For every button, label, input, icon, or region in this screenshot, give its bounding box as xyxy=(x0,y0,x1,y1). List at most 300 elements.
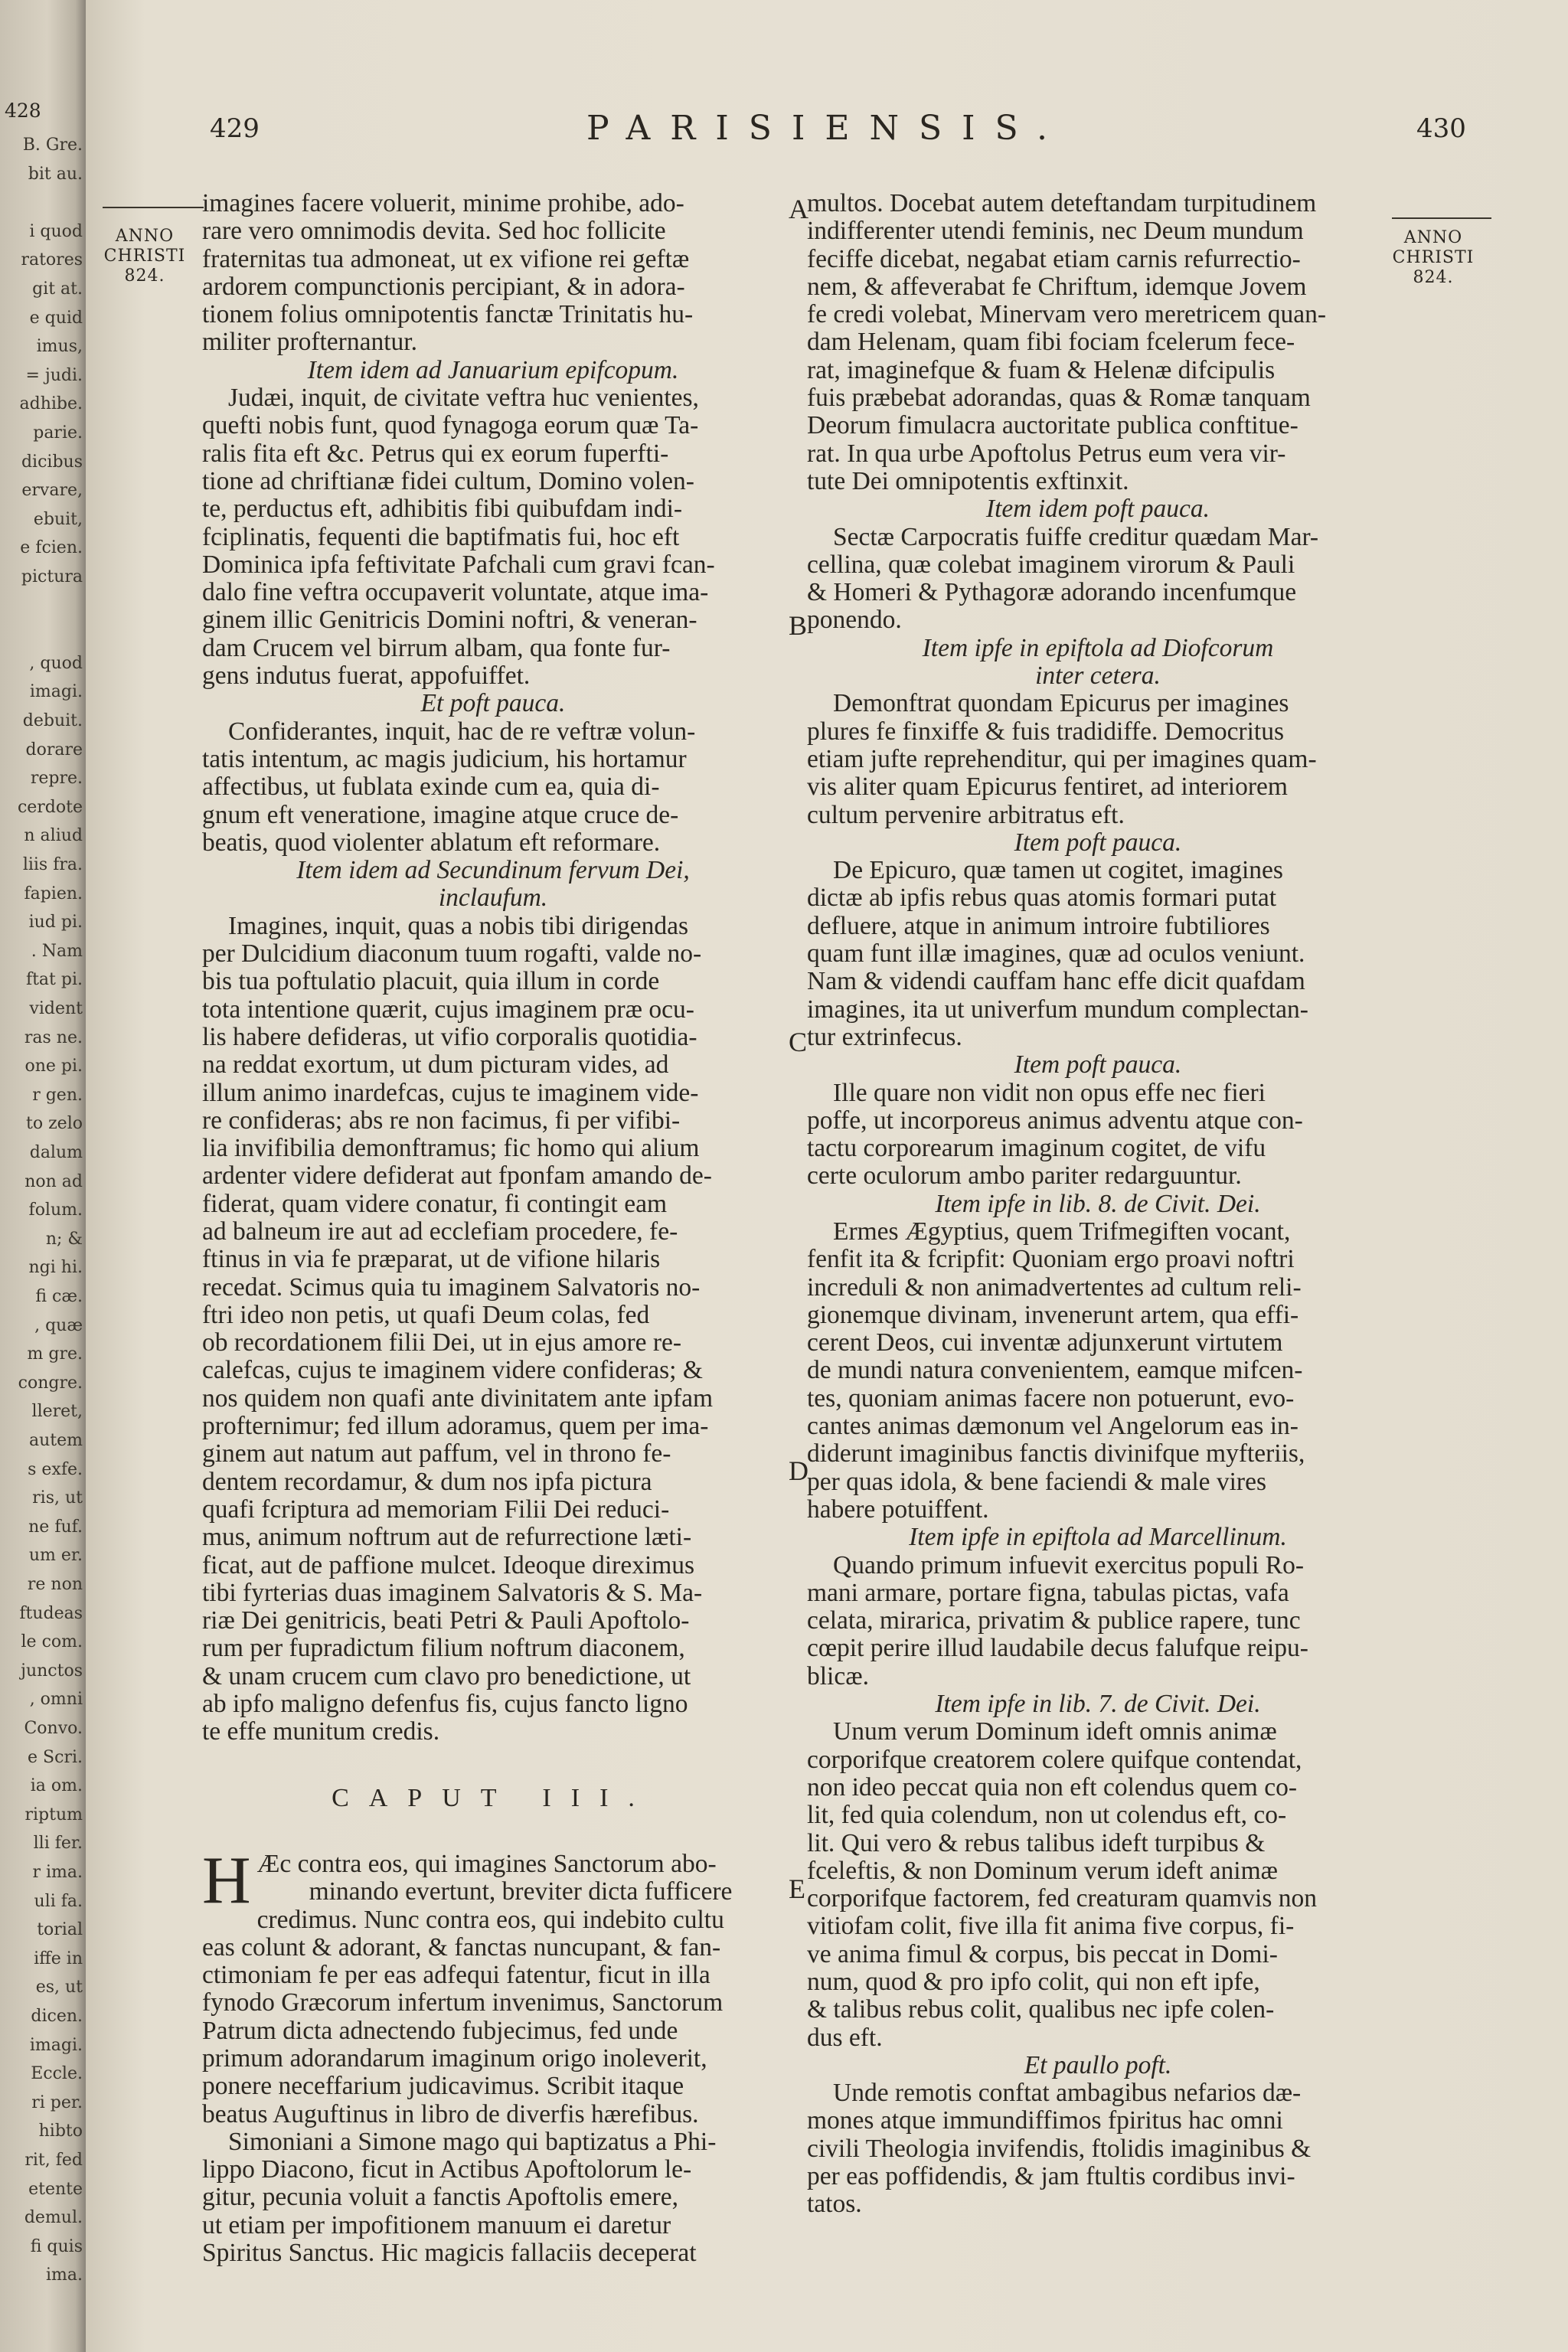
gutter-fragment: lleret, xyxy=(31,1402,83,1422)
gutter-fragment: one pi. xyxy=(24,1057,83,1076)
text-line xyxy=(807,1080,1389,1107)
text-line xyxy=(202,968,784,995)
line-text: celata, mirarica, privatim & publice rapere, tunc xyxy=(807,1607,1301,1635)
line-text: num, quod & pro ipfo colit, qui non eft ipfe, xyxy=(807,1968,1260,1996)
line-text: Æc contra eos, qui imagines Sanctorum abo- xyxy=(256,1849,717,1878)
text-line xyxy=(202,2073,784,2100)
line-text: ralis fita eft &c. Petrus qui ex eorum fuperfti- xyxy=(202,439,669,468)
line-text: vis aliter quam Epicurus fentiret, ad interiorem xyxy=(807,773,1288,802)
gutter-fragment: bit au. xyxy=(28,164,83,184)
text-line xyxy=(202,2017,784,2045)
text-line xyxy=(807,357,1389,384)
text-line xyxy=(807,940,1389,968)
gutter-fragment: ratores xyxy=(21,250,83,270)
text-line xyxy=(202,1024,784,1051)
left-text-column xyxy=(202,190,784,2267)
gutter-fragment: ebuit, xyxy=(33,509,83,529)
line-text: quafi fcriptura ad memoriam Filii Dei reduci- xyxy=(202,1495,670,1524)
subheading xyxy=(807,662,1389,690)
text-line xyxy=(202,1524,784,1551)
line-text: fciplinatis, fequenti die baptifmatis fui, hoc eft xyxy=(202,523,680,551)
gutter-fragment: vident xyxy=(29,999,83,1018)
line-text: per Dulcidium diaconum tuum rogafti, valde no- xyxy=(202,940,702,969)
line-text: ponere neceffarium judicavimus. Scribit itaque xyxy=(202,2073,684,2101)
gutter-fragment: to zelo xyxy=(26,1114,83,1134)
text-line xyxy=(202,662,784,690)
text-line xyxy=(202,1552,784,1579)
line-text: te effe munitum credis. xyxy=(202,1718,440,1746)
margin-note-left xyxy=(103,227,187,286)
line-text: Item idem ad Januarium epifcopum. xyxy=(307,356,679,384)
line-text: recedat. Scimus quia tu imaginem Salvatoris no- xyxy=(202,1273,701,1302)
gutter-fragment: i quod xyxy=(29,221,83,241)
text-line xyxy=(807,1440,1389,1468)
text-line xyxy=(807,2079,1389,2107)
line-text: Simoniani a Simone mago qui baptizatus a Phi- xyxy=(228,2128,717,2156)
line-text: lia invifibilia demonftramus; fic homo qui alium xyxy=(202,1135,700,1163)
text-line xyxy=(202,2128,784,2156)
text-line xyxy=(807,606,1389,634)
gutter-fragment: = judi. xyxy=(25,365,83,385)
text-line xyxy=(807,1635,1389,1662)
gutter-fragment: ris, ut xyxy=(32,1488,83,1508)
line-text: ad balneum ire aut ad ecclefiam procedere, fe- xyxy=(202,1217,678,1246)
line-text: ponendo. xyxy=(807,606,902,635)
line-text: Item idem poft pauca. xyxy=(985,495,1210,524)
text-line xyxy=(807,2190,1389,2218)
text-line xyxy=(807,884,1389,912)
line-text: civili Theologia invifendis, ftolidis imaginibus & xyxy=(807,2135,1312,2163)
text-line xyxy=(807,1607,1389,1635)
subheading xyxy=(807,1524,1389,1551)
text-line xyxy=(807,1302,1389,1329)
line-text: certe oculorum ambo pariter redarguuntur. xyxy=(807,1162,1242,1191)
gutter-fragment: dicibus xyxy=(21,452,83,472)
margin-note-left-line: 824. xyxy=(124,266,165,286)
line-text: dam Helenam, quam fibi fociam fcelerum fece- xyxy=(807,328,1295,357)
text-line xyxy=(202,440,784,468)
line-text: plures fe finxiffe & fuis tradidiffe. Democritus xyxy=(807,717,1284,746)
line-text: lit, fed quia colendum, non ut colendus eft, co- xyxy=(807,1802,1287,1830)
text-line xyxy=(807,802,1389,829)
line-text: Quando primum infuevit exercitus populi Ro- xyxy=(833,1551,1304,1579)
line-text: Confiderantes, inquit, hac de re veftræ volun- xyxy=(228,717,696,746)
text-line xyxy=(202,1635,784,1662)
line-text: habere potuiffent. xyxy=(807,1495,989,1524)
text-line xyxy=(202,1468,784,1496)
text-line xyxy=(807,1413,1389,1440)
subheading xyxy=(807,1051,1389,1079)
gutter-fragment: parie. xyxy=(33,423,83,443)
section-letter: C xyxy=(789,1027,808,1057)
line-text: Et paullo poft. xyxy=(1024,2051,1172,2079)
line-text: ob recordationem filii Dei, ut in ejus amore re- xyxy=(202,1329,682,1357)
gutter-fragment: iud pi. xyxy=(28,913,83,933)
line-text: tur extrinfecus. xyxy=(807,1023,962,1051)
text-line xyxy=(202,606,784,634)
line-text: bis tua poftulatio placuit, quia illum in corde xyxy=(202,968,660,996)
gutter-fragment: B. Gre. xyxy=(22,136,83,155)
line-text: ftinus in via fe præparat, ut de vifione hilaris xyxy=(202,1246,661,1274)
gutter-fragment: n aliud xyxy=(24,826,83,846)
line-text: Unde remotis conftat ambagibus nefarios dæ- xyxy=(833,2079,1302,2108)
gutter-fragment: dalum xyxy=(29,1143,83,1162)
text-line xyxy=(202,579,784,606)
text-line xyxy=(202,1934,784,1962)
text-line xyxy=(202,635,784,662)
gutter-fragment: imus, xyxy=(36,337,83,357)
gutter-fragment: uli fa. xyxy=(34,1891,83,1911)
text-line xyxy=(202,273,784,301)
text-line xyxy=(807,2135,1389,2163)
line-text: nos quidem non quafi ante divinitatem ante ipfam xyxy=(202,1384,714,1413)
margin-note-right xyxy=(1387,228,1479,288)
gutter-fragment: s exfe. xyxy=(28,1459,83,1479)
text-line xyxy=(807,190,1389,217)
line-text: Nam & videndi cauffam hanc effe dicit quafdam xyxy=(807,968,1305,996)
text-line xyxy=(807,1913,1389,1940)
text-line xyxy=(202,1357,784,1384)
text-line xyxy=(202,1663,784,1690)
line-text: & Homeri & Pythagoræ adorando incenfumque xyxy=(807,579,1297,607)
text-line xyxy=(202,746,784,773)
line-text: cerent Deos, cui inventæ adjunxerunt virtutem xyxy=(807,1329,1283,1357)
gutter-fragment: git at. xyxy=(32,279,83,299)
text-line xyxy=(807,1885,1389,1913)
line-text: defluere, atque in animum introire fubtiliores xyxy=(807,912,1270,940)
line-text: ctimoniam fe per eas adfequi fatentur, ficut in illa xyxy=(202,1962,710,1990)
line-text: affectibus, ut fublata exinde cum ea, quia di- xyxy=(202,773,660,802)
previous-page-number: 428 xyxy=(5,100,41,122)
text-line xyxy=(807,301,1389,328)
text-line xyxy=(202,2239,784,2267)
gutter-fragment: Convo. xyxy=(24,1719,83,1738)
line-text: fuis præbebat adorandas, quas & Romæ tanquam xyxy=(807,384,1311,413)
line-text: rat. In qua urbe Apoftolus Petrus eum vera vir- xyxy=(807,439,1286,468)
text-line xyxy=(202,551,784,579)
line-text: ginem illic Genitricis Domini noftri, & veneran- xyxy=(202,606,697,635)
line-text: dictæ ab ipfis rebus quas atomis formari putat xyxy=(807,884,1277,913)
margin-note-right-line: 824. xyxy=(1413,268,1454,287)
text-line xyxy=(202,328,784,356)
text-line xyxy=(807,773,1389,801)
text-line xyxy=(202,1989,784,2017)
text-line xyxy=(202,1440,784,1468)
text-line xyxy=(202,190,784,217)
line-text: fraternitas tua admoneat, ut ex vifione rei geftæ xyxy=(202,245,690,273)
text-line xyxy=(807,746,1389,773)
line-text: quefti nobis funt, quod fynagoga eorum quæ Ta- xyxy=(202,412,699,440)
text-line xyxy=(202,1607,784,1635)
text-line xyxy=(202,1718,784,1746)
line-text: imagines facere voluerit, minime prohibe, ado- xyxy=(202,190,684,217)
text-line xyxy=(807,1968,1389,1996)
line-text: mus, animum noftrum aut de refurrectione læti- xyxy=(202,1524,692,1552)
text-line xyxy=(807,1218,1389,1246)
text-line xyxy=(202,2156,784,2184)
line-text: blicæ. xyxy=(807,1662,869,1690)
text-line xyxy=(807,2163,1389,2190)
line-text: dus eft. xyxy=(807,2024,883,2052)
line-text: inclaufum. xyxy=(438,884,548,913)
text-line xyxy=(807,412,1389,439)
line-text: ab ipfo maligno defenfus fis, cujus fancto ligno xyxy=(202,1690,688,1719)
gutter-fragment: congre. xyxy=(18,1373,83,1393)
section-letter: A xyxy=(789,194,808,224)
line-text: minando evertunt, breviter dicta fufficere xyxy=(309,1878,733,1906)
text-line xyxy=(202,802,784,829)
line-text: te, perductus eft, adhibitis fibi quibufdam indi- xyxy=(202,495,683,524)
text-line xyxy=(202,1496,784,1524)
gutter-fragment: etente xyxy=(28,2179,83,2199)
text-line xyxy=(807,273,1389,301)
line-text: dalo fine veftra occupaverit voluntate, atque ima- xyxy=(202,579,709,607)
gutter-fragment: imagi. xyxy=(29,2035,83,2055)
gutter-fragment: iffe in xyxy=(34,1949,83,1968)
text-line xyxy=(807,913,1389,940)
text-line xyxy=(202,301,784,328)
gutter-fragment: non ad xyxy=(24,1171,83,1191)
margin-note-right-line: CHRISTI xyxy=(1392,248,1475,267)
line-text: tactu corporearum imaginum cogitet, de vifu xyxy=(807,1135,1266,1163)
gutter-fragment: m gre. xyxy=(27,1344,83,1364)
margin-note-left-line: ANNO xyxy=(115,227,175,246)
gutter-fragment: e fcien. xyxy=(20,538,83,558)
line-text: cellina, quæ colebat imaginem virorum & Pauli xyxy=(807,550,1295,579)
line-text: imagines, ita ut univerfum mundum complectan- xyxy=(807,995,1308,1024)
gutter-fragment: ima. xyxy=(45,2265,83,2285)
text-line xyxy=(807,1718,1389,1746)
line-text: Demonftrat quondam Epicurus per imagines xyxy=(833,690,1289,718)
line-text: vitiofam colit, five illa fit anima five corpus, fi- xyxy=(807,1913,1295,1941)
line-text: fceleftis, & non Dominum verum ideft animæ xyxy=(807,1857,1278,1885)
line-text: dentem recordamur, & dum nos ipfa pictura xyxy=(202,1468,652,1496)
text-line xyxy=(202,940,784,968)
gutter-fragment: ras ne. xyxy=(24,1027,83,1047)
text-line xyxy=(807,1941,1389,1968)
text-line xyxy=(202,1051,784,1079)
left-page-number: 429 xyxy=(210,113,260,144)
text-line xyxy=(202,718,784,746)
gutter-fragment: autem xyxy=(28,1431,83,1450)
line-text: illum animo inardefcas, cujus te imaginem vide- xyxy=(202,1079,699,1107)
gutter-fragment: ia om. xyxy=(30,1776,83,1796)
line-text: Item ipfe in epiftola ad Marcellinum. xyxy=(909,1524,1287,1552)
text-line xyxy=(202,468,784,495)
gutter-fragment: e quid xyxy=(29,308,83,328)
text-line xyxy=(202,1962,784,1989)
gutter-fragment: es, ut xyxy=(35,1978,83,1998)
line-text: poffe, ut incorporeus animus adventu atque con- xyxy=(807,1106,1303,1135)
line-text: corporifque creatorem colere quifque contendat, xyxy=(807,1746,1302,1774)
line-text: Item ipfe in epiftola ad Diofcorum xyxy=(922,634,1274,662)
text-line xyxy=(257,1906,784,1934)
subheading xyxy=(202,690,784,717)
text-line xyxy=(202,384,784,412)
text-line xyxy=(202,913,784,940)
gutter-fragment: ervare, xyxy=(21,481,83,501)
line-text: mani armare, portare figna, tabulas pictas, vafa xyxy=(807,1579,1289,1607)
line-text: Deorum fimulacra auctoritate publica conftitue- xyxy=(807,412,1298,440)
line-text: fynodo Græcorum infertum invenimus, Sanctorum xyxy=(202,1989,724,2017)
text-line xyxy=(202,1246,784,1273)
gutter-fragment: re non xyxy=(27,1575,83,1594)
text-line xyxy=(807,1746,1389,1774)
line-text: Judæi, inquit, de civitate veftra huc venientes, xyxy=(228,384,699,413)
text-line xyxy=(807,440,1389,468)
text-line xyxy=(807,857,1389,884)
line-text: Ermes Ægyptius, quem Trifmegiften vocant, xyxy=(833,1217,1291,1246)
line-text: Imagines, inquit, quas a nobis tibi dirigendas xyxy=(228,912,689,940)
gutter-fragment: liis fra. xyxy=(22,855,83,874)
subheading xyxy=(807,1690,1389,1718)
line-text: Et poft pauca. xyxy=(420,690,566,718)
text-line xyxy=(807,579,1389,606)
right-page-number: 430 xyxy=(1416,113,1466,144)
gutter-fragment: r ima. xyxy=(32,1863,83,1882)
gutter-fragment: demul. xyxy=(24,2208,83,2228)
gutter-fragment: cerdote xyxy=(17,797,83,817)
text-line xyxy=(807,1385,1389,1413)
text-line xyxy=(807,551,1389,579)
line-text: cantes animas dæmonum vel Angelorum eas in- xyxy=(807,1413,1298,1441)
line-text: tione ad chriftianæ fidei cultum, Domino volen- xyxy=(202,467,694,495)
line-text: rat, imaginefque & fuam & Helenæ difcipulis xyxy=(807,356,1276,384)
text-line xyxy=(807,1107,1389,1135)
line-text: diderunt imaginibus fanctis divinifque myfteriis, xyxy=(807,1440,1305,1468)
line-text: CAPUT III. xyxy=(332,1784,655,1812)
line-text: multos. Docebat autem deteftandam turpitudinem xyxy=(807,190,1317,217)
line-text: gnum eft veneratione, imagine atque cruce de- xyxy=(202,801,679,829)
line-text: militer profternantur. xyxy=(202,328,417,357)
line-text: gitur, pecunia voluit a fanctis Apoftolis emere, xyxy=(202,2184,678,2212)
line-text: fiderat, quam videre conatur, fi contingit eam xyxy=(202,1190,668,1218)
gutter-fragment: repre. xyxy=(30,769,83,789)
text-line xyxy=(202,1690,784,1718)
section-letter: D xyxy=(789,1455,808,1486)
line-text: increduli & non animadvertentes ad cultum reli- xyxy=(807,1273,1302,1302)
line-text: credimus. Nunc contra eos, qui indebito cultu xyxy=(256,1906,724,1934)
gutter-fragment: fapien. xyxy=(24,884,83,903)
line-text: Item poft pauca. xyxy=(1014,828,1182,857)
text-line xyxy=(807,1663,1389,1690)
text-line xyxy=(807,1274,1389,1302)
gutter-fragment: r gen. xyxy=(32,1085,83,1105)
line-text: Item ipfe in lib. 8. de Civit. Dei. xyxy=(935,1190,1261,1218)
subheading xyxy=(807,635,1389,662)
line-text: Unum verum Dominum ideft omnis animæ xyxy=(833,1718,1277,1746)
gutter-fragment: lli fer. xyxy=(33,1834,83,1854)
gutter-fragment: e Scri. xyxy=(28,1747,83,1767)
text-line xyxy=(202,2101,784,2128)
line-text: gens indutus fuerat, appofuiffet. xyxy=(202,662,531,691)
line-text: lippo Diacono, ficut in Actibus Apoftolorum le- xyxy=(202,2156,692,2184)
gutter-fragment: , quod xyxy=(29,653,83,673)
line-text: beatus Auguftinus in libro de diverfis hærefibus. xyxy=(202,2100,699,2128)
text-line xyxy=(202,829,784,857)
text-line xyxy=(807,1162,1389,1190)
text-line xyxy=(202,1191,784,1218)
gutter-fragment: ri per. xyxy=(31,2092,83,2112)
line-text: De Epicuro, quæ tamen ut cogitet, imagines xyxy=(833,857,1283,885)
gutter-fragment: hibto xyxy=(38,2122,83,2141)
line-text: calefcas, cujus te imaginem videre confideras; & xyxy=(202,1357,703,1385)
line-text: Item idem ad Secundinum fervum Dei, xyxy=(296,857,690,885)
line-text: quam funt illæ imagines, quæ ad oculos veniunt. xyxy=(807,940,1305,969)
gutter-fragment: adhibe. xyxy=(19,394,83,414)
line-text: Item poft pauca. xyxy=(1014,1051,1182,1080)
drop-cap: H xyxy=(202,1843,251,1918)
line-text: ardenter videre defiderat aut fponfam amando de- xyxy=(202,1162,712,1191)
text-line xyxy=(807,1468,1389,1496)
text-line xyxy=(807,524,1389,551)
running-title: PARISIENSIS. xyxy=(586,109,1068,148)
line-text: fe credi volebat, Minervam vero meretricem quan- xyxy=(807,301,1327,329)
text-line xyxy=(202,1080,784,1107)
line-text: Patrum dicta adnectendo fubjecimus, fed unde xyxy=(202,2017,678,2045)
gutter-fragment: riptum xyxy=(24,1805,83,1824)
text-line xyxy=(807,1802,1389,1829)
gutter-fragment: fi cæ. xyxy=(35,1287,83,1306)
line-text: non ideo peccat quia non eft colendus quem co- xyxy=(807,1773,1298,1802)
subheading xyxy=(202,857,784,884)
text-line xyxy=(202,2045,784,2073)
gutter-fragment: folum. xyxy=(28,1200,83,1220)
line-text: Dominica ipfa feftivitate Pafchali cum gravi fcan- xyxy=(202,550,715,579)
text-line xyxy=(807,968,1389,995)
line-text: tes, quoniam animas facere non potuerunt, evo- xyxy=(807,1384,1295,1413)
line-text: etiam jufte reprehenditur, qui per imagines quam- xyxy=(807,745,1317,773)
line-text: rare vero omnimodis devita. Sed hoc follicite xyxy=(202,217,666,246)
subheading xyxy=(807,1191,1389,1218)
text-line xyxy=(202,495,784,523)
gutter-fragment: imagi. xyxy=(29,682,83,702)
line-text: inter cetera. xyxy=(1035,662,1161,691)
text-line xyxy=(202,773,784,801)
gutter-fragment: fi quis xyxy=(30,2236,83,2256)
line-text: ginem aut natum aut paffum, vel in throno fe- xyxy=(202,1440,671,1468)
gutter-fragment: Eccle. xyxy=(31,2064,83,2084)
section-letter: B xyxy=(789,610,808,641)
subheading xyxy=(807,2052,1389,2079)
line-text: lit. Qui vero & rebus talibus ideft turpibus & xyxy=(807,1829,1266,1857)
gutter-fragment: . Nam xyxy=(31,941,83,961)
text-line xyxy=(257,1878,784,1906)
text-line xyxy=(202,2212,784,2239)
previous-page-gutter xyxy=(0,0,86,2352)
line-text: Item ipfe in lib. 7. de Civit. Dei. xyxy=(935,1690,1261,1719)
line-text: tatis intentum, ac magis judicium, his hortamur xyxy=(202,745,687,773)
line-text: profternimur; fed illum adoramus, quem per ima- xyxy=(202,1413,709,1441)
text-line xyxy=(807,217,1389,245)
line-text: & unam crucem cum clavo pro benedictione, ut xyxy=(202,1662,691,1690)
line-text: indifferenter utendi feminis, nec Deum mundum xyxy=(807,217,1304,246)
text-line xyxy=(807,718,1389,746)
text-line xyxy=(807,1552,1389,1579)
text-line xyxy=(807,1774,1389,1802)
line-text: fenfit ita & fcripfit: Quoniam ergo proavi noftri xyxy=(807,1246,1295,1274)
subheading xyxy=(202,357,784,384)
line-text: ardorem compunctionis percipiant, & in adora- xyxy=(202,273,685,301)
text-line xyxy=(202,2184,784,2211)
text-line xyxy=(202,1274,784,1302)
gutter-fragment: torial xyxy=(37,1920,83,1940)
spacer xyxy=(202,1746,784,1785)
text-line xyxy=(202,1385,784,1413)
text-line xyxy=(202,524,784,551)
gutter-fragment: rit, fed xyxy=(24,2151,83,2170)
line-text: tionem folius omnipotentis fanctæ Trinitatis hu- xyxy=(202,301,694,329)
